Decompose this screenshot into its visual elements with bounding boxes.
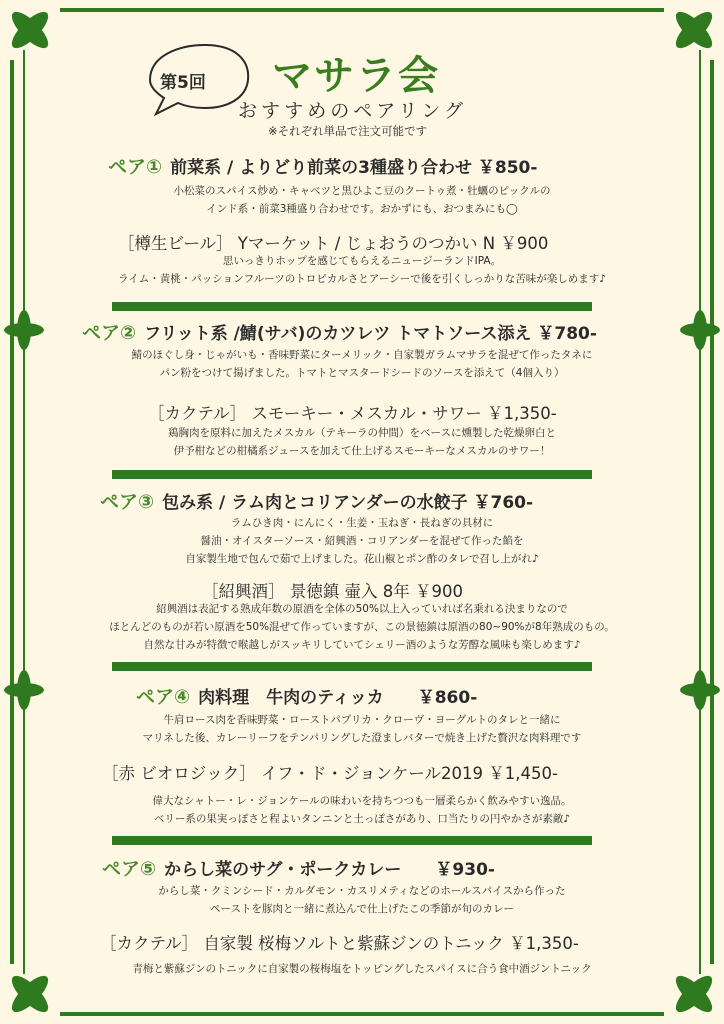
pair-4-dish: 肉料理 牛肉のティッカ ￥860- (198, 688, 478, 708)
pair-5-heading (102, 854, 495, 881)
pair-4-drink-desc: 偉大なシャトー・レ・ジョンケールの味わいを持ちつつも一層柔らかく飲みやすい逸品。 ベリー系の果実っぽさと程よいタンニンと土っぽさがあり、口当たりの円やかさが素敵♪ (152, 795, 572, 825)
pair-3-drink-desc: 紹興酒は表記する熟成年数の原酒を全体の50%以上入っていれば名乗れる決まりなので ほとんどのものが若い原酒を50%混ぜて作っていますが、この景徳鎮は原酒の80~90%が8年熟成のもの。 自然な甘みが特徴で喉越しがスッキリしていてシェリー酒のような芳醇な風味も楽しめます♪ (109, 603, 615, 651)
pair-5-drink: ［カクテル］ 自家製 桜梅ソルトと紫蘇ジンのトニック ￥1,350- (100, 934, 579, 953)
pair-2-dish: フリット系 /鯖(サバ)のカツレツ トマトソース添え ￥780- (144, 324, 597, 344)
section-divider (112, 662, 592, 671)
pair-3-dish-desc: ラムひき肉・にんにく・生姜・玉ねぎ・長ねぎの具材に 醤油・オイスターソース・紹興酒・コリアンダーを混ぜて作った餡を 自家製生地で包んで茹で上げました。花山椒とポン酢のタレで召し上がれ♪ (185, 517, 539, 565)
pair-3-heading (100, 487, 533, 514)
pair-2-label: ペア② (82, 322, 137, 344)
pair-4-dish-desc: 牛肩ロース肉を香味野菜・ローストパプリカ・クローヴ・ヨーグルトのタレと一緒に マリネした後、カレーリーフをテンパリングした澄ましバターで焼き上げた贅沢な肉料理です (142, 714, 582, 744)
order-note: ※それぞれ単品で注文可能です (268, 124, 428, 138)
pair-5-drink-desc: 青梅と紫蘇ジンのトニックに自家製の桜梅塩をトッピングしたスパイスに合う食中酒ジントニック (132, 963, 592, 975)
pair-5-label: ペア⑤ (102, 858, 157, 880)
pair-5-dish: からし菜のサグ・ポークカレー ￥930- (164, 860, 495, 880)
event-badge: 第5回 (160, 73, 206, 93)
section-divider (112, 836, 592, 845)
pair-3-drink: ［紹興酒］ 景徳鎮 壷入 8年 ￥900 (202, 582, 463, 601)
section-divider (112, 302, 592, 311)
pair-1-drink: ［樽生ビール］ Yマーケット / じょおうのつかい N ￥900 (118, 234, 549, 253)
pair-1-dish: 前菜系 / よりどり前菜の3種盛り合わせ ￥850- (170, 158, 538, 178)
page-subtitle: おすすめのペアリング (238, 100, 468, 122)
pair-4-drink: ［赤 ビオロジック］ イフ・ド・ジョンケール2019 ￥1,450- (102, 764, 558, 783)
pair-3-dish: 包み系 / ラム肉とコリアンダーの水餃子 ￥760- (162, 493, 534, 513)
section-divider (112, 470, 592, 479)
pair-1-dish-desc: 小松菜のスパイス炒め・キャベツと黒ひよこ豆のクートゥ煮・牡蠣のピックルの インド系・前菜3種盛り合わせです。おかずにも、おつまみにも◯ (173, 185, 551, 215)
pair-2-drink-desc: 鶏胸肉を原料に加えたメスカル（テキーラの仲間）をベースに燻製した乾燥卵白と 伊予柑などの柑橘系ジュースを加えて仕上げるスモーキーなメスカルのサワー！ (168, 427, 556, 457)
pair-4-label: ペア④ (136, 686, 191, 708)
pair-2-drink: ［カクテル］ スモーキー・メスカル・サワー ￥1,350- (148, 404, 557, 423)
ornament-top-left (7, 7, 54, 54)
pair-1-label: ペア① (108, 156, 163, 178)
pair-4-heading (136, 682, 477, 709)
ornament-top-right (671, 7, 718, 54)
pair-1-heading (108, 152, 537, 179)
pair-5-dish-desc: からし菜・クミンシード・カルダモン・カスリメティなどのホールスパイスから作った ペーストを豚肉と一緒に煮込んで仕上げたこの季節が旬のカレー (158, 885, 566, 915)
pair-2-dish-desc: 鯖のほぐし身・じゃがいも・香味野菜にターメリック・自家製ガラムマサラを混ぜて作ったタネに パン粉をつけて揚げました。トマトとマスタードシードのソースを添えて（4個入り） (131, 349, 593, 379)
pair-2-heading (82, 318, 597, 345)
page-title: マサラ会 (272, 53, 440, 99)
pair-3-label: ペア③ (100, 491, 155, 513)
pair-1-drink-desc: 思いっきりホップを感じてもらえるニュージーランドIPA。 ライム・黄桃・パッションフルーツのトロピカルさとアーシーで後を引くしっかりな苦味が楽しめます♪ (118, 255, 606, 285)
